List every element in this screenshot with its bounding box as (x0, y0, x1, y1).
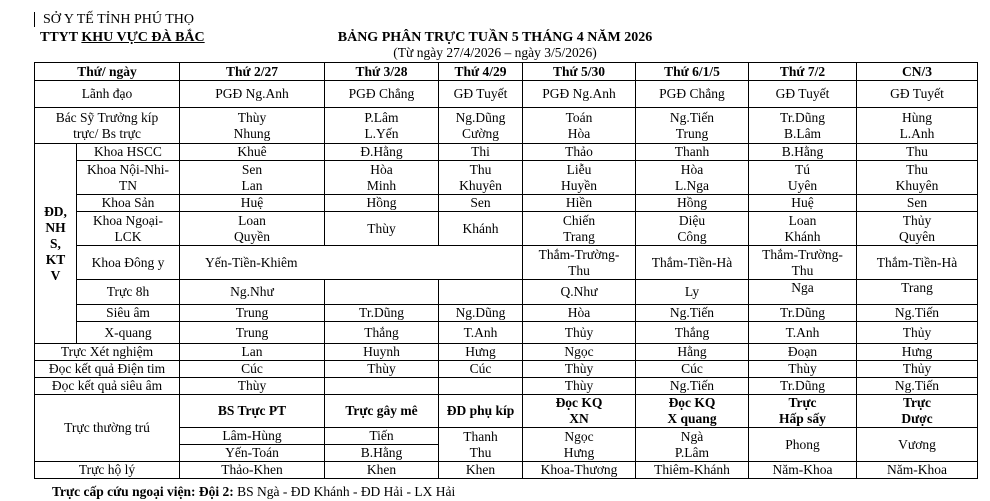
table-cell: Thanh (636, 144, 749, 161)
page-title: BẢNG PHÂN TRỰC TUẦN 5 THÁNG 4 NĂM 2026 (337, 30, 653, 45)
table-cell: Thi (439, 144, 523, 161)
table-cell: Hưng (439, 344, 523, 361)
table-cell: Thùy (325, 361, 439, 378)
cell-line: Khánh (784, 228, 821, 244)
table-cell (439, 161, 523, 195)
cell-line: Tú (795, 161, 810, 177)
footer-prefix: Trực cấp cứu ngoại viện: Đội 2: (52, 484, 238, 499)
day-header: Thứ/ ngày (35, 63, 180, 81)
table-row (35, 195, 978, 212)
table-cell: Huệ (749, 195, 857, 212)
header-line: Hấp sấy (779, 411, 826, 426)
table-cell (439, 280, 523, 305)
org-underlined: KHU VỰC ĐÀ BẮC (81, 30, 205, 45)
table-cell (523, 428, 636, 462)
table-cell: Vương (857, 428, 978, 462)
dept-label: Khoa Sản (77, 195, 180, 212)
label-line: Bác Sỹ Trưởng kíp (55, 109, 159, 125)
table-cell: Tr.Dũng (749, 378, 857, 395)
table-cell: Hiền (523, 195, 636, 212)
table-cell: Thủy (857, 361, 978, 378)
cell-line: Sen (241, 161, 263, 177)
row-label: Trực Xét nghiệm (35, 344, 180, 361)
table-cell: Thùy (180, 378, 325, 395)
table-cell: Thắm-Tiền-Hà (636, 246, 749, 280)
table-cell: Khoa-Thương (523, 462, 636, 479)
table-cell: Nga (749, 280, 857, 305)
table-row (35, 280, 978, 305)
cell-line: Minh (366, 177, 397, 193)
table-cell: Hằng (636, 344, 749, 361)
table-cell: Hòa (523, 305, 636, 322)
table-cell (325, 108, 439, 144)
table-cell (325, 280, 439, 305)
sub-header (636, 395, 749, 428)
group-label-line: ĐD, (44, 203, 67, 219)
table-cell (523, 246, 636, 280)
cell-line: Loan (238, 212, 266, 228)
cell-line: Uyên (787, 177, 818, 193)
table-cell: Thùy (523, 378, 636, 395)
table-cell (523, 212, 636, 246)
cell-line: L.Nga (674, 177, 710, 193)
table-row (35, 161, 978, 195)
table-cell: Ng.Dũng (439, 305, 523, 322)
sub-header: ĐD phụ kíp (439, 395, 523, 428)
table-cell: Năm-Khoa (857, 462, 978, 479)
table-cell: Hồng (325, 195, 439, 212)
table-cell (857, 212, 978, 246)
table-row (35, 361, 978, 378)
table-cell: Ng.Tiến (636, 305, 749, 322)
table-row (35, 378, 978, 395)
table-cell: Ng.Tiến (857, 378, 978, 395)
cell-line: Cường (462, 125, 499, 141)
table-cell: B.Hằng (325, 445, 439, 462)
org-prefix: TTYT (40, 30, 82, 45)
header-line: Trực (788, 395, 817, 410)
label-line: Khoa Ngoại- (92, 212, 164, 228)
table-cell: Hưng (857, 344, 978, 361)
table-row (35, 344, 978, 361)
cell-line: Thanh (463, 428, 498, 444)
table-cell: PGĐ Ng.Anh (523, 81, 636, 108)
table-cell: Sen (857, 195, 978, 212)
table-row (35, 246, 978, 280)
cell-line: Chiến (562, 212, 596, 228)
table-cell: Ng.Tiến (857, 305, 978, 322)
table-cell: Ngọc (523, 344, 636, 361)
table-cell (636, 428, 749, 462)
table-cell: B.Hằng (749, 144, 857, 161)
table-row (35, 322, 978, 344)
header-line: Dược (901, 411, 933, 426)
table-cell (180, 161, 325, 195)
cell-line: Khuyên (895, 177, 939, 193)
cell-line: P.Lâm (674, 444, 710, 460)
table-cell: Thảo (523, 144, 636, 161)
sub-header (749, 395, 857, 428)
table-cell: Đ.Hằng (325, 144, 439, 161)
table-cell: Huệ (180, 195, 325, 212)
cell-line: Thu (791, 262, 814, 278)
page-subtitle: (Từ ngày 27/4/2026 – ngày 3/5/2026) (393, 45, 597, 60)
table-cell (439, 108, 523, 144)
cell-line: L.Yến (364, 125, 399, 141)
header-line: XN (569, 411, 589, 426)
cell-line: Ng.Tiến (669, 109, 715, 125)
table-cell: Hồng (636, 195, 749, 212)
table-cell: Thiêm-Khánh (636, 462, 749, 479)
table-cell: Tr.Dũng (749, 305, 857, 322)
table-cell: Thủy (857, 322, 978, 344)
cell-line: Ngà (680, 428, 704, 444)
cell-line: Ngọc (564, 428, 594, 444)
row-label: Trực thường trú (35, 395, 180, 462)
group-label-line: KT (45, 251, 66, 267)
table-cell: Khen (439, 462, 523, 479)
table-header-row (35, 63, 978, 81)
cell-line: Tr.Dũng (780, 109, 825, 125)
cell-line: Hòa (567, 125, 591, 141)
row-label: Đọc kết quả siêu âm (35, 378, 180, 395)
table-cell: Thùy (325, 212, 439, 246)
footer-note (52, 484, 455, 500)
table-cell: PGĐ Ng.Anh (180, 81, 325, 108)
table-row (35, 81, 978, 108)
table-cell: Tr.Dũng (325, 305, 439, 322)
table-cell: Tiến (325, 428, 439, 445)
cell-line: Thu (568, 262, 590, 278)
footer-text: BS Ngà - ĐD Khánh - ĐD Hải - LX Hải (237, 484, 456, 499)
day-col-header: Thứ 6/1/5 (636, 63, 749, 81)
cell-line: Ng.Dũng (455, 109, 506, 125)
org-name-line2 (40, 30, 205, 45)
table-cell: Thùy (523, 361, 636, 378)
header-line: Đọc KQ (555, 395, 603, 410)
cell-line: Công (677, 228, 707, 244)
table-cell: Ly (636, 280, 749, 305)
table-row (35, 462, 978, 479)
dept-label: Siêu âm (77, 305, 180, 322)
table-cell (523, 161, 636, 195)
cell-line: Hòa (370, 161, 393, 177)
table-cell (523, 108, 636, 144)
table-cell: Khuê (180, 144, 325, 161)
cell-line: Lan (241, 177, 263, 193)
header-line: Trực (902, 395, 932, 410)
cell-line: Trang (563, 228, 595, 244)
table-cell (857, 108, 978, 144)
table-cell: GĐ Tuyết (439, 81, 523, 108)
table-cell (749, 212, 857, 246)
sub-header (857, 395, 978, 428)
table-cell (636, 161, 749, 195)
label-line: TN (119, 177, 137, 193)
table-cell: T.Anh (439, 322, 523, 344)
table-row (35, 395, 978, 428)
cell-line: Nhung (233, 125, 271, 141)
org-name-line1: SỞ Y TẾ TỈNH PHÚ THỌ (34, 12, 194, 27)
table-cell: Q.Như (523, 280, 636, 305)
cell-line: Thu (469, 444, 492, 460)
cell-line: Quyên (899, 228, 935, 244)
group-label-line: S, (50, 235, 61, 251)
cell-line: Hưng (563, 444, 595, 460)
cell-line: Thu (469, 161, 492, 177)
sub-header (523, 395, 636, 428)
cell-line: Thủy (902, 212, 932, 228)
table-cell: Thủy (523, 322, 636, 344)
dept-label (77, 161, 180, 195)
cell-line: Thắm-Trường- (762, 246, 843, 262)
dept-label: Khoa HSCC (77, 144, 180, 161)
day-col-header: CN/3 (857, 63, 978, 81)
label-line: LCK (114, 228, 142, 244)
table-cell: Khen (325, 462, 439, 479)
table-cell: Sen (439, 195, 523, 212)
table-cell: Ng.Như (180, 280, 325, 305)
table-cell: Ng.Tiến (636, 378, 749, 395)
table-cell: PGĐ Chẳng (636, 81, 749, 108)
duty-roster-table (34, 62, 978, 479)
table-row (35, 212, 978, 246)
table-cell: GĐ Tuyết (857, 81, 978, 108)
group-label-line: NH (45, 219, 66, 235)
cell-line: Khuyên (459, 177, 502, 193)
cell-line: Thùy (237, 109, 267, 125)
table-cell: Thắng (636, 322, 749, 344)
label-line: Khoa Nội-Nhi- (86, 161, 170, 177)
cell-line: Hùng (902, 109, 932, 125)
cell-line: Diệu (678, 212, 706, 228)
row-label: Đọc kết quả Điện tim (35, 361, 180, 378)
table-cell: Thắng (325, 322, 439, 344)
cell-line: L.Anh (899, 125, 935, 141)
table-row (35, 144, 978, 161)
cell-line: Loan (788, 212, 817, 228)
table-cell (325, 161, 439, 195)
table-cell: Thùy (749, 361, 857, 378)
cell-line: Liễu (566, 161, 592, 177)
cell-line: Thu (906, 161, 928, 177)
table-cell (749, 161, 857, 195)
row-label: Lãnh đạo (35, 81, 180, 108)
day-col-header: Thứ 2/27 (180, 63, 325, 81)
day-col-header: Thứ 5/30 (523, 63, 636, 81)
table-cell: Thu (857, 144, 978, 161)
table-cell: Lâm-Hùng (180, 428, 325, 445)
table-cell: Thảo-Khen (180, 462, 325, 479)
table-cell (180, 108, 325, 144)
table-cell (749, 108, 857, 144)
day-col-header: Thứ 7/2 (749, 63, 857, 81)
table-cell: Huynh (325, 344, 439, 361)
table-cell: Cúc (636, 361, 749, 378)
cell-line: P.Lâm (364, 109, 399, 125)
label-line: trực/ Bs trực (73, 125, 141, 141)
group-label (35, 144, 77, 344)
dept-label (77, 212, 180, 246)
day-col-header: Thứ 4/29 (439, 63, 523, 81)
row-label: Trực hộ lý (35, 462, 180, 479)
table-cell (439, 378, 523, 395)
table-cell: Trung (180, 322, 325, 344)
table-cell: Phong (749, 428, 857, 462)
header-line: Đọc KQ (668, 395, 716, 410)
cell-line: Thắm-Trường- (538, 246, 620, 262)
table-cell (439, 428, 523, 462)
group-label-line: V (50, 267, 61, 283)
table-cell: Thắm-Tiền-Hà (857, 246, 978, 280)
cell-line: Toán (565, 109, 593, 125)
dept-label: Trực 8h (77, 280, 180, 305)
table-cell: Trang (857, 280, 978, 305)
table-cell: T.Anh (749, 322, 857, 344)
header-line: X quang (667, 411, 717, 426)
sub-header: BS Trực PT (180, 395, 325, 428)
table-cell: Đoạn (749, 344, 857, 361)
cell-line: Hòa (680, 161, 704, 177)
sub-header: Trực gây mê (325, 395, 439, 428)
table-cell: Khánh (439, 212, 523, 246)
cell-line: Huyền (561, 177, 597, 193)
table-cell (749, 246, 857, 280)
table-cell: GĐ Tuyết (749, 81, 857, 108)
table-cell: Trung (180, 305, 325, 322)
table-cell (636, 212, 749, 246)
table-cell: PGĐ Chẳng (325, 81, 439, 108)
dept-label: X-quang (77, 322, 180, 344)
table-cell (857, 161, 978, 195)
table-cell: Cúc (180, 361, 325, 378)
table-cell (180, 212, 325, 246)
dept-label: Khoa Đông y (77, 246, 180, 280)
day-col-header: Thứ 3/28 (325, 63, 439, 81)
table-cell: Yến-Toán (180, 445, 325, 462)
table-cell (325, 378, 439, 395)
table-cell (636, 108, 749, 144)
table-row (35, 305, 978, 322)
cell-line: Quyền (234, 228, 270, 244)
table-cell: Cúc (439, 361, 523, 378)
table-cell: Lan (180, 344, 325, 361)
table-cell: Năm-Khoa (749, 462, 857, 479)
cell-line: B.Lâm (783, 125, 822, 141)
row-label (35, 108, 180, 144)
cell-line: Trung (675, 125, 709, 141)
table-cell: Yến-Tiền-Khiêm (180, 246, 523, 280)
table-row (35, 108, 978, 144)
